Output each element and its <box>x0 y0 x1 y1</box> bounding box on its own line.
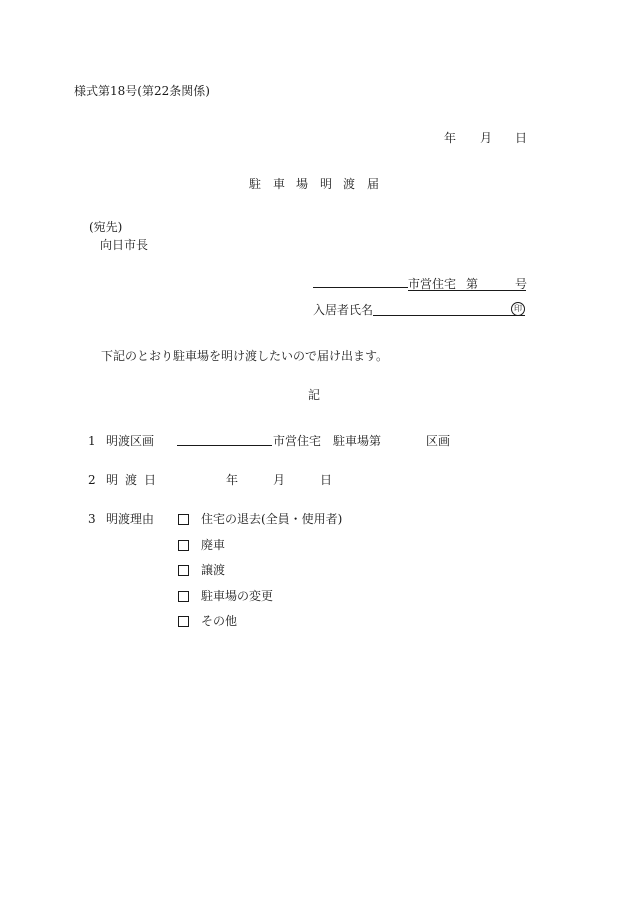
ki-heading: 記 <box>308 388 321 402</box>
item2-label-char: 日 <box>144 473 157 487</box>
item1-label: 明渡区画 <box>106 434 155 448</box>
housing-number-suffix: 号 <box>515 277 528 291</box>
item1-housing-name-field[interactable] <box>177 445 272 446</box>
addressee-label: (宛先) <box>89 220 123 234</box>
item2-month-label: 月 <box>273 473 286 487</box>
title-char: 明 <box>320 177 333 191</box>
date-month-label: 月 <box>480 131 493 145</box>
reason-option-label: 譲渡 <box>201 563 226 577</box>
item2-label-char: 明 <box>106 473 119 487</box>
item2-number: 2 <box>88 473 96 487</box>
reason-checkbox[interactable] <box>178 565 189 576</box>
intro-text: 下記のとおり駐車場を明け渡したいので届け出ます。 <box>101 349 389 363</box>
title-char: 場 <box>296 177 309 191</box>
reason-checkbox[interactable] <box>178 514 189 525</box>
seal-mark: 印 <box>511 302 525 316</box>
title-char: 渡 <box>343 177 356 191</box>
reason-option-label: 廃車 <box>201 538 226 552</box>
reason-option-label: その他 <box>201 614 238 628</box>
item1-number: 1 <box>88 434 96 448</box>
reason-checkbox[interactable] <box>178 591 189 602</box>
title-char: 駐 <box>249 177 262 191</box>
resident-name-label: 入居者氏名 <box>313 303 374 317</box>
resident-name-field[interactable] <box>373 315 525 316</box>
item1-parking-prefix: 駐車場第 <box>333 434 382 448</box>
title-char: 車 <box>273 177 286 191</box>
housing-number-prefix: 第 <box>466 277 479 291</box>
item2-year-label: 年 <box>226 473 239 487</box>
item3-number: 3 <box>88 512 96 526</box>
reason-option-label: 駐車場の変更 <box>201 589 274 603</box>
date-day-label: 日 <box>515 131 528 145</box>
housing-number-underline <box>408 290 526 291</box>
item1-section-label: 区画 <box>426 434 451 448</box>
reason-option-label: 住宅の退去(全員・使用者) <box>201 512 343 526</box>
addressee-name: 向日市長 <box>100 238 149 252</box>
item2-day-label: 日 <box>320 473 333 487</box>
item2-label-char: 渡 <box>125 473 138 487</box>
item1-housing-label: 市営住宅 <box>273 434 322 448</box>
date-year-label: 年 <box>444 131 457 145</box>
reason-checkbox[interactable] <box>178 616 189 627</box>
item3-label: 明渡理由 <box>106 512 155 526</box>
housing-label: 市営住宅 <box>408 277 457 291</box>
title-char: 届 <box>367 177 380 191</box>
housing-name-field[interactable] <box>313 287 408 288</box>
reason-checkbox[interactable] <box>178 540 189 551</box>
form-number: 様式第18号(第22条関係) <box>74 84 210 98</box>
